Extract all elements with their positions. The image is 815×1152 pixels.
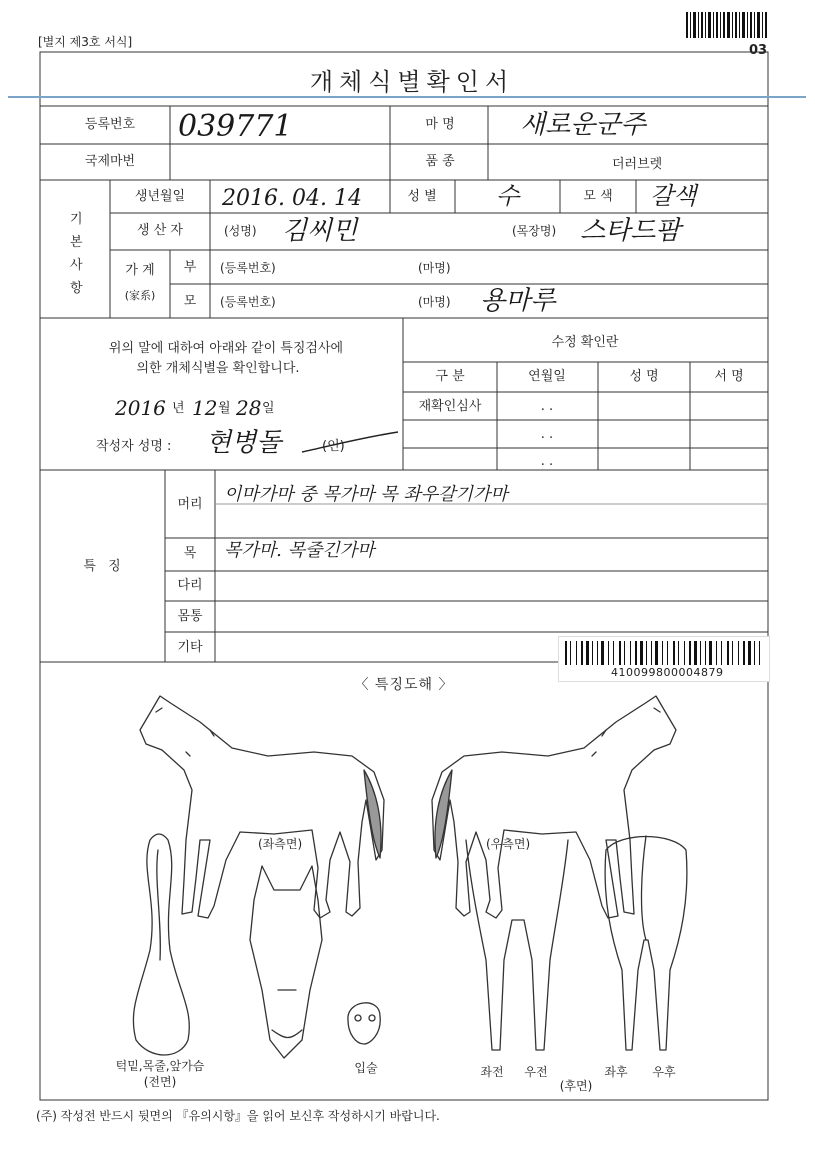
confirmation-statement-2: 의한 개체식별을 확인합니다. [136, 361, 300, 376]
barcode-number: 410099800004879 [611, 666, 724, 679]
farm-name-label: (목장명) [512, 224, 557, 238]
rear-view-icon [605, 836, 687, 1050]
front-legs-view-icon [466, 837, 568, 1050]
registration-value: 039771 [178, 109, 293, 144]
muzzle-icon [348, 1003, 380, 1044]
revision-date: . . [540, 427, 554, 442]
diagram-title: 〈 특징도해 〉 [354, 677, 454, 693]
features-section-label: 특 징 [83, 559, 125, 574]
diagram-right-side: (우측면) [486, 837, 531, 851]
color-label: 모 색 [583, 189, 613, 204]
sire-label: 부 [183, 260, 197, 275]
date-month-unit: 월 [218, 401, 231, 416]
breed-value: 더러브렛 [612, 157, 663, 172]
birth-value: 2016. 04. 14 [222, 186, 362, 211]
breeder-name-value: 김씨민 [282, 216, 358, 246]
sex-label: 성 별 [407, 189, 437, 204]
horse-name-value: 새로운군주 [520, 110, 646, 140]
diagram-lips: 입술 [354, 1061, 378, 1075]
breeder-name-label: (성명) [224, 224, 257, 238]
feature-body-label: 몸통 [177, 609, 203, 624]
feature-head-label: 머리 [177, 497, 203, 512]
breeder-label: 생 산 자 [137, 223, 183, 238]
feature-neck-value: 목가마. 목줄긴가마 [224, 540, 375, 561]
date-month: 12 [192, 396, 218, 420]
diagram-right-rear: 우후 [652, 1065, 676, 1079]
date-day-unit: 일 [262, 401, 275, 416]
diagram-rear: (후면) [559, 1079, 593, 1093]
sire-reg-label: (등록번호) [220, 261, 276, 275]
dam-name-value: 용마루 [480, 286, 556, 316]
diagram-right-front: 우전 [524, 1065, 548, 1079]
horse-head-front-icon [250, 866, 322, 1058]
dam-name-label: (마명) [418, 295, 451, 309]
revision-title: 수정 확인란 [551, 335, 619, 350]
revision-date: . . [540, 399, 554, 414]
author-signature: 현병돌 [206, 428, 282, 458]
diagram-left-side: (좌측면) [258, 837, 303, 851]
feature-other-label: 기타 [177, 640, 203, 655]
footnote: (주) 작성전 반드시 뒷면의 『유의시항』을 읽어 보신후 작성하시기 바랍니다. [36, 1109, 440, 1123]
color-value: 갈색 [650, 182, 697, 210]
sire-name-label: (마명) [418, 261, 451, 275]
diagram-left-rear: 좌후 [604, 1065, 628, 1079]
revision-header-sign: 서 명 [714, 369, 744, 384]
birth-label: 생년월일 [134, 189, 186, 204]
intl-number-label: 국제마번 [84, 154, 136, 169]
author-label: 작성자 성명 : [96, 439, 172, 454]
feature-legs-label: 다리 [177, 578, 203, 593]
pedigree-label: 가 계 [125, 263, 155, 278]
seal-label: (인) [322, 439, 345, 454]
revision-kind: 재확인심사 [418, 399, 482, 414]
date-year: 2016 [115, 396, 166, 420]
pedigree-hanja-label: (家系) [124, 289, 156, 302]
revision-date: . . [540, 454, 554, 469]
confirmation-statement-1: 위의 말에 대하여 아래와 같이 특징검사에 [108, 341, 344, 356]
date-year-unit: 년 [172, 401, 185, 416]
diagram-front-caption-2: (전면) [143, 1075, 177, 1089]
revision-header-date: 연월일 [528, 369, 566, 384]
front-neck-view-icon [133, 834, 189, 1055]
breed-label: 품 종 [425, 154, 455, 169]
registration-label: 등록번호 [84, 117, 136, 132]
sex-value: 수 [496, 182, 520, 210]
dam-reg-label: (등록번호) [220, 295, 276, 309]
revision-header-name: 성 명 [629, 369, 659, 384]
right-side-horse-icon [432, 696, 676, 918]
horse-name-label: 마 명 [425, 117, 455, 132]
diagram-front-caption-1: 턱밑,목줄,앞가슴 [115, 1059, 205, 1073]
basic-info-section-label: 기본사항 [70, 212, 83, 296]
dam-label: 모 [183, 294, 197, 309]
page-title: 개체식별확인서 [309, 68, 515, 96]
feature-head-value: 이마가마 중 목가마 목 좌우갈기가마 [224, 484, 508, 505]
page-number: 03 [749, 43, 768, 58]
date-day: 28 [236, 396, 262, 420]
farm-name-value: 스타드팜 [580, 216, 681, 246]
revision-header-kind: 구 분 [435, 369, 465, 384]
diagram-left-front: 좌전 [480, 1065, 504, 1079]
left-side-horse-icon [140, 696, 384, 918]
form-code: [별지 제3호 서식] [38, 35, 133, 49]
feature-neck-label: 목 [183, 546, 197, 561]
